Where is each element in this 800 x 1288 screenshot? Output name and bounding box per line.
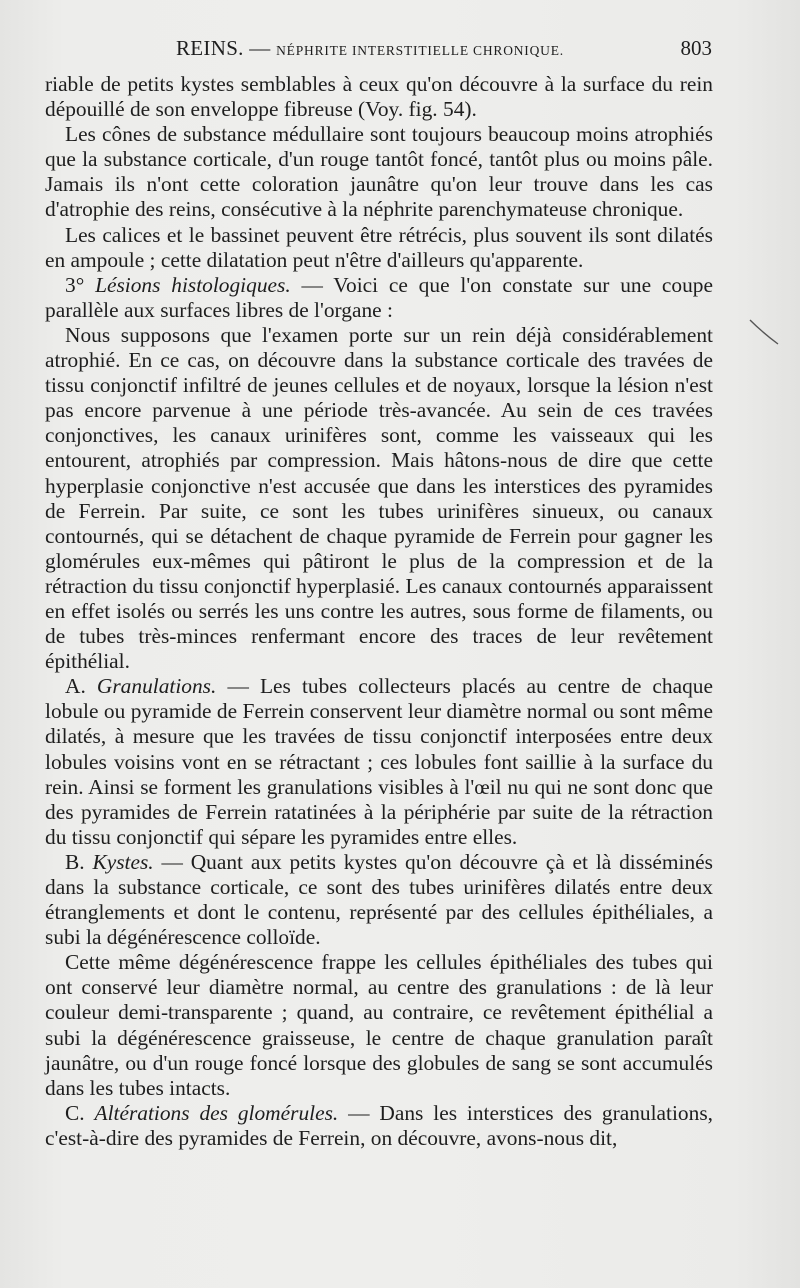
page-number: 803 — [680, 36, 712, 60]
page-header — [0, 36, 800, 66]
paragraph — [45, 122, 713, 222]
paragraph-text: riable de petits kystes semblables à ceux qu'on découvre à la surface du rein dépouillé de son enveloppe fibreuse (Voy. fig. 54). — [45, 72, 713, 122]
paragraph-text: — Quant aux petits kystes qu'on découvre çà et là disséminés dans la substance corticale, ce sont des tubes urinifères dilatés entre deux étranglements et dont le contenu, représenté par des cellules épithéliales, a subi la dégénérescence colloïde. — [45, 849, 713, 950]
paragraph-text: Cette même dégénérescence frappe les cellules épithéliales des tubes qui ont conservé leur diamètre normal, au centre des granulations : de là leur couleur demi-transparente ; quand, au contraire, ce revêtement épithélial a subi la dégénérescence graisseuse, le centre de chaque granulation paraît jaunâtre, ou d'un rouge foncé lorsque des globules de sang se sont accumulés dans les tubes intacts. — [45, 950, 713, 1100]
section-paragraph — [45, 273, 713, 323]
paragraph-text: — Voici ce que l'on constate sur une coupe parallèle aux surfaces libres de l'organe : — [45, 272, 713, 322]
running-head — [176, 36, 564, 61]
section-heading: Kystes. — [92, 849, 154, 874]
section-number: 3° — [65, 272, 96, 297]
margin-pen-mark — [748, 318, 788, 358]
section-heading: Altérations des glomérules. — [94, 1100, 339, 1125]
paragraph-text: Nous supposons que l'examen porte sur un rein déjà considérablement atrophié. En ce cas, on découvre dans la substance corticale des travées de tissu conjonctif infiltré de jeunes cellules et de noyaux, lorsque la lésion n'est pas encore parvenue à une période très-avancée. Au sein de ces travées conjonctives, les canaux urinifères sont, comme les vaisseaux qui les entourent, atrophiés par compression. Mais hâtons-nous de dire que cette hyperplasie conjonctive n'est accusée que dans les interstices des pyramides de Ferrein. Par suite, ce sont les tubes urinifères sinueux, ou canaux contournés, qui se détachent de chaque pyramide de Ferrein pour gagner les glomérules eux-mêmes qui pâtiront le plus de la compression et de la rétraction du tissu conjonctif hyperplasié. Les canaux contournés apparaissent en effet isolés ou serrés les uns contre les autres, sous forme de filaments, ou de tubes très-minces renfermant encore des traces de leur revêtement épithélial. — [45, 322, 713, 674]
section-paragraph — [45, 850, 713, 950]
section-paragraph — [45, 1101, 713, 1151]
section-letter: C. — [65, 1100, 95, 1125]
paragraph — [45, 72, 713, 122]
paragraph — [45, 223, 713, 273]
running-head-title: REINS. — — [176, 36, 277, 60]
section-letter: A. — [65, 674, 97, 699]
section-letter: B. — [65, 849, 93, 874]
section-paragraph — [45, 674, 713, 850]
running-head-subtitle: NÉPHRITE INTERSTITIELLE CHRONIQUE. — [276, 43, 564, 58]
section-heading: Lésions histologiques. — [95, 272, 291, 297]
paragraph-text: Les cônes de substance médullaire sont toujours beaucoup moins atrophiés que la substance corticale, d'un rouge tantôt foncé, tantôt plus ou moins pâle. Jamais ils n'ont cette coloration jaunâtre qu'on leur trouve dans les cas d'atrophie des reins, consécutive à la néphrite parenchymateuse chronique. — [45, 122, 713, 222]
paragraph-text: — Les tubes collecteurs placés au centre de chaque lobule ou pyramide de Ferrein conservent leur diamètre normal ou sont même dilatés, à mesure que les travées de tissu conjonctif interposées entre deux lobules voisins vont en se rétractant ; ces lobules font saillie à la surface du rein. Ainsi se forment les granulations visibles à l'œil nu qui ne sont donc que des pyramides de Ferrein ratatinées à la périphérie par suite de la rétraction du tissu conjonctif qui sépare les pyramides entre elles. — [45, 674, 713, 849]
paragraph-text: — Dans les interstices des granulations, c'est-à-dire des pyramides de Ferrein, on découvre, avons-nous dit, — [45, 1100, 713, 1150]
paragraph-text: Les calices et le bassinet peuvent être rétrécis, plus souvent ils sont dilatés en ampoule ; cette dilatation peut n'être d'ailleurs qu'apparente. — [45, 222, 713, 272]
section-heading: Granulations. — [96, 674, 217, 699]
body-text — [45, 72, 713, 1151]
paragraph — [45, 323, 713, 674]
paragraph — [45, 950, 713, 1101]
